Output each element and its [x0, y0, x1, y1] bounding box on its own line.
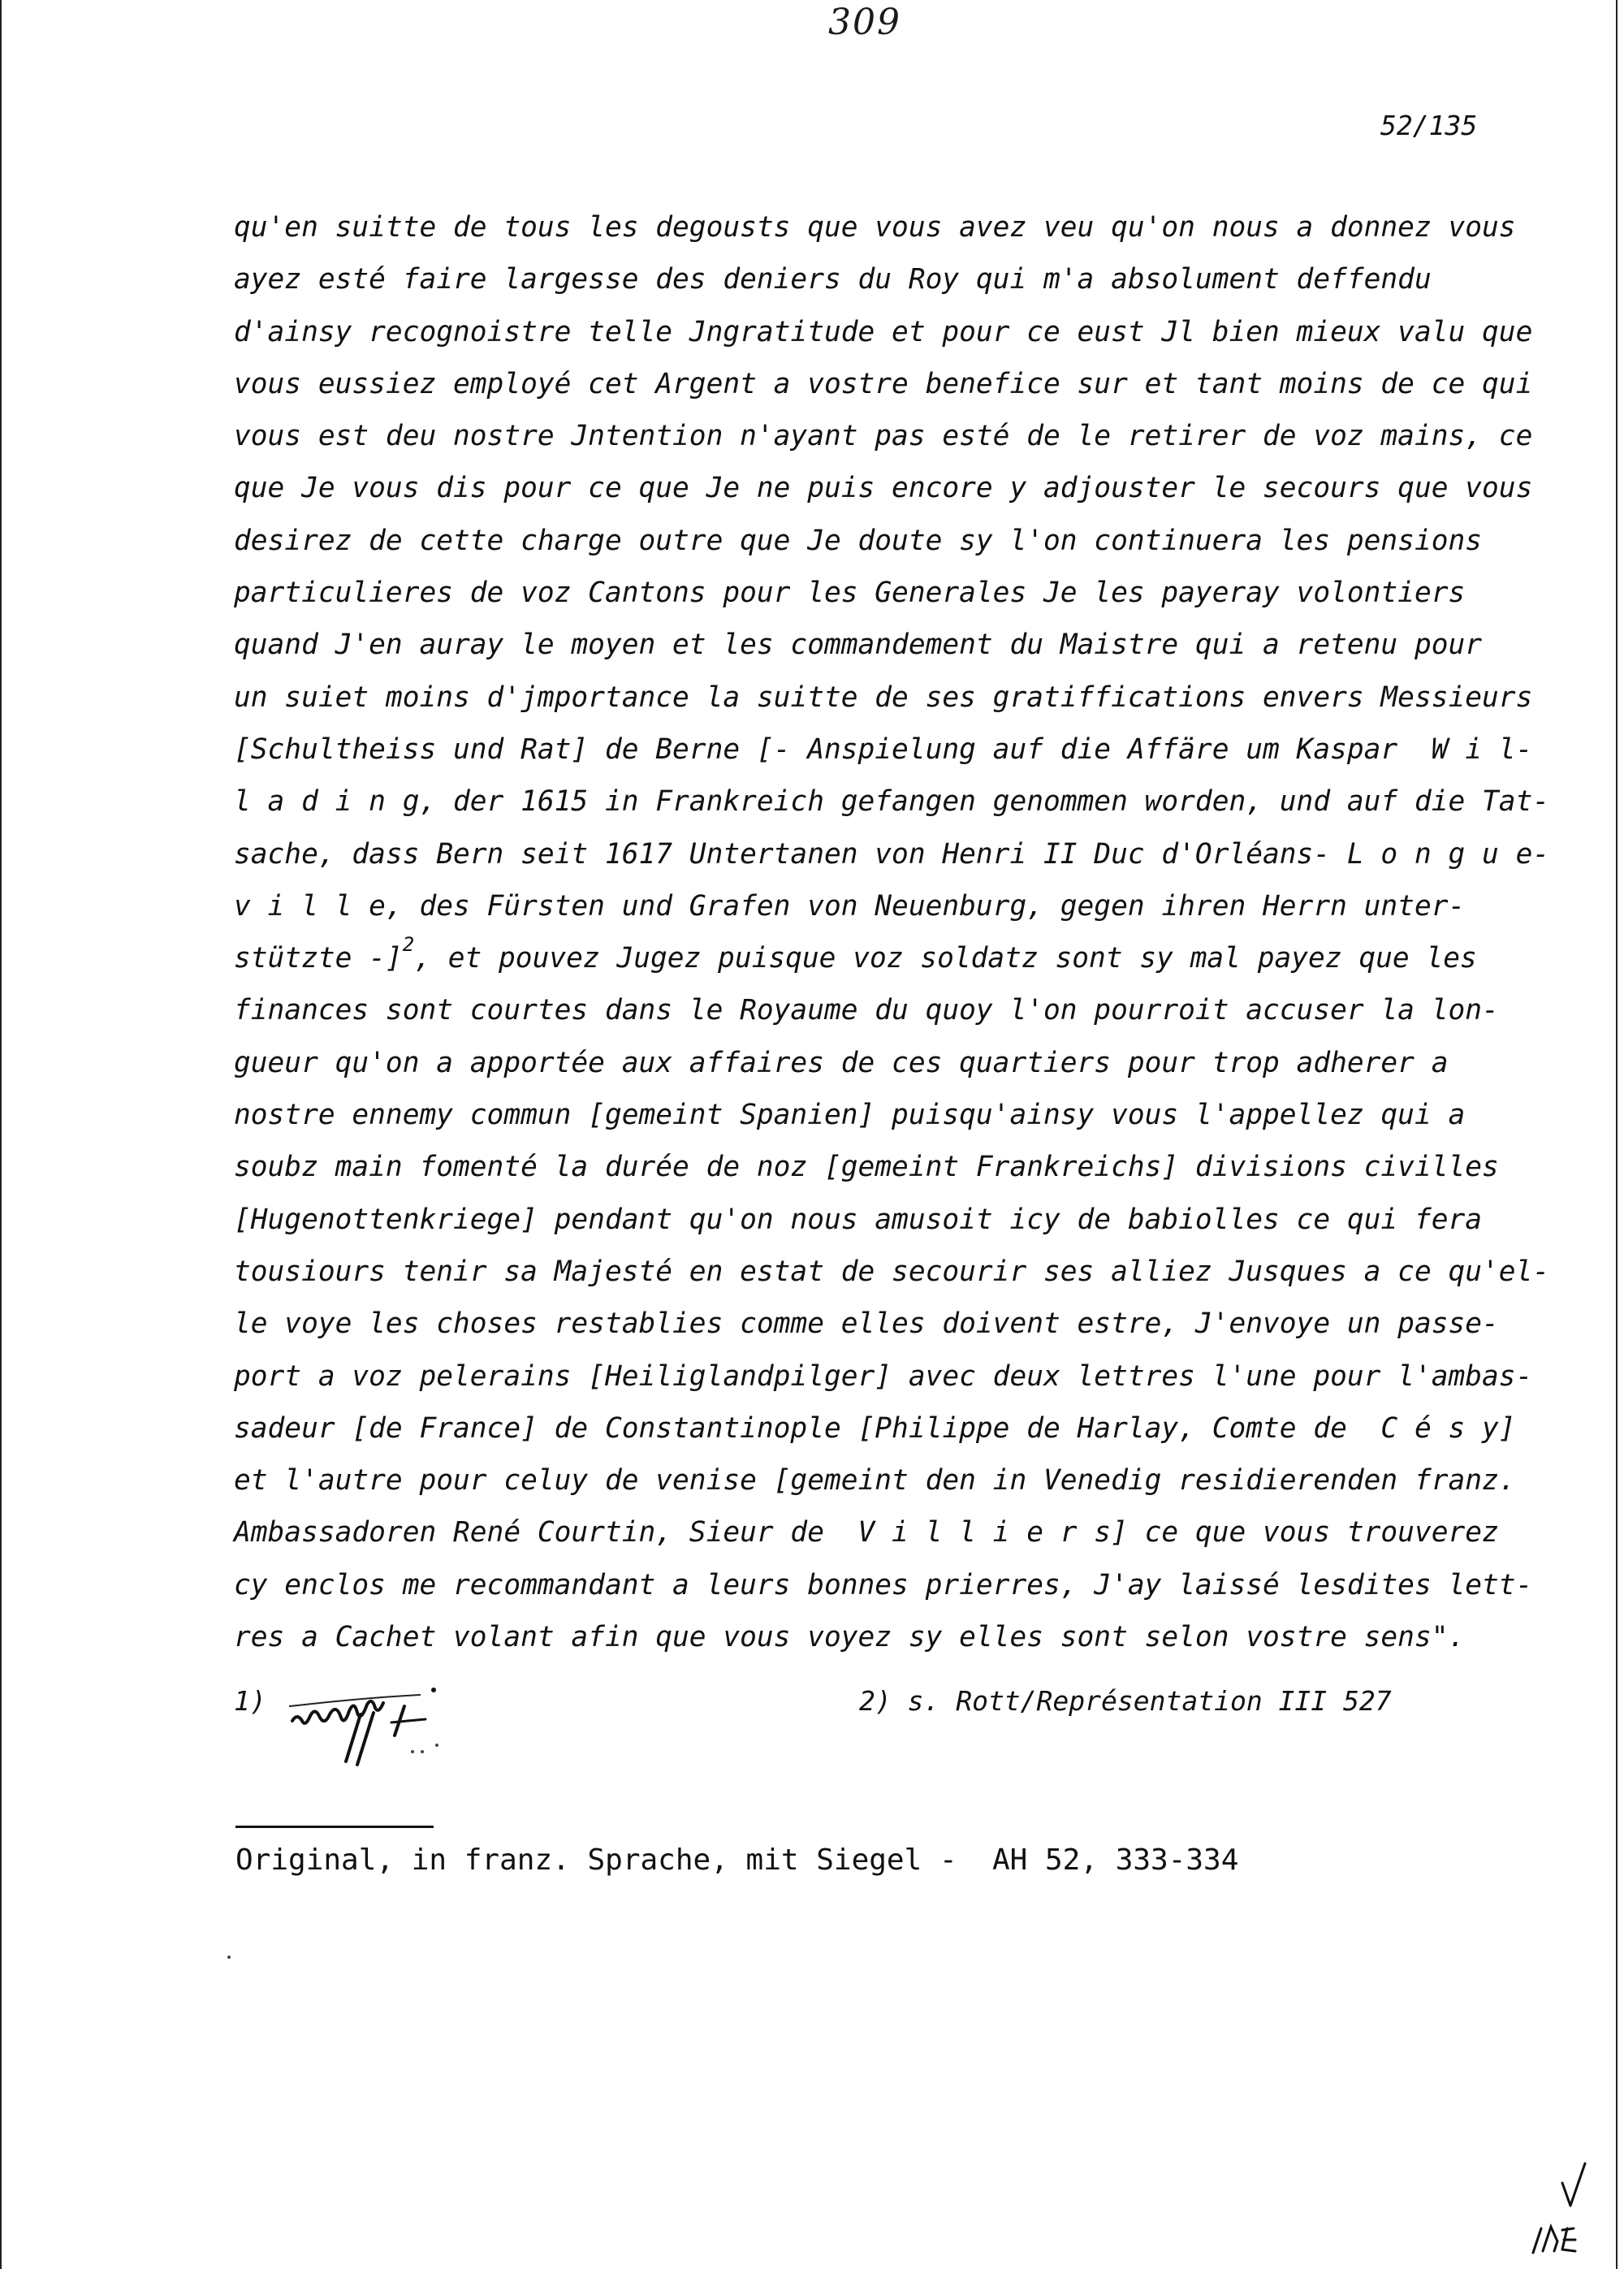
body-line: desirez de cette charge outre que Je doute sy l'on continuera les pensions [234, 524, 1483, 557]
body-line: gueur qu'on a apportée aux affaires de ces quartiers pour trop adherer a [234, 1046, 1449, 1079]
body-line: que Je vous dis pour ce que Je ne puis encore y adjouster le secours que vous [234, 472, 1533, 505]
body-line: res a Cachet volant afin que vous voyez sy elles sont selon vostre sens". [234, 1621, 1466, 1654]
handwritten-signature [283, 1674, 477, 1771]
body-line-segment: , et pouvez Jugez puisque voz soldatz sont sy mal payez que les [414, 942, 1477, 975]
body-line: [Schultheiss und Rat] de Berne [- Anspielung auf die Affäre um Kaspar W i l- [234, 733, 1533, 766]
body-line: l a d i n g, der 1615 in Frankreich gefangen genommen worden, und auf die Tat- [234, 785, 1550, 819]
footnote-2: 2) s. Rott/Représentation III 527 [859, 1685, 1392, 1717]
body-line: Ambassadoren René Courtin, Sieur de V i l l i e r s] ce que vous trouverez [234, 1516, 1499, 1549]
scan-speck [227, 1956, 231, 1959]
body-line: sadeur [de France] de Constantinople [Philippe de Harlay, Comte de C é s y] [234, 1411, 1516, 1445]
footnotes [234, 1685, 1517, 1750]
body-line: vous est deu nostre Jntention n'ayant pas esté de le retirer de voz mains, ce [234, 420, 1533, 453]
body-line: vous eussiez employé cet Argent a vostre benefice sur et tant moins de ce qui [234, 367, 1533, 400]
folio-number: 309 [828, 2, 901, 43]
footnote-divider [235, 1826, 434, 1828]
page-edge-left [0, 0, 2, 2269]
handwritten-check-mark [1527, 2160, 1592, 2258]
footnote-reference-2: 2 [402, 932, 415, 956]
source-citation: Original, in franz. Sprache, mit Siegel - AH 52, 333-334 [235, 1843, 1239, 1877]
body-line: et l'autre pour celuy de venise [gemeint den in Venedig residierenden franz. [234, 1464, 1516, 1498]
body-line: [Hugenottenkriege] pendant qu'on nous amusoit icy de babiolles ce qui fera [234, 1203, 1483, 1236]
body-line: tousiours tenir sa Majesté en estat de secourir ses alliez Jusques a ce qu'el- [234, 1255, 1550, 1288]
body-line: sache, dass Bern seit 1617 Untertanen von Henri II Duc d'Orléans- L o n g u e- [234, 837, 1550, 871]
body-line: qu'en suitte de tous les degousts que vous avez veu qu'on nous a donnez vous [234, 211, 1516, 244]
body-line: soubz main fomenté la durée de noz [gemeint Frankreichs] divisions civilles [234, 1151, 1499, 1184]
body-line: cy enclos me recommandant a leurs bonnes prierres, J'ay laissé lesdites lett- [234, 1568, 1533, 1601]
body-line: particulieres de voz Cantons pour les Generales Je les payeray volontiers [234, 577, 1466, 610]
body-line-with-footnote-ref [234, 932, 1517, 984]
body-line: quand J'en auray le moyen et les commandement du Maistre qui a retenu pour [234, 629, 1483, 662]
footnote-1-marker: 1) [234, 1685, 266, 1717]
body-line: un suiet moins d'jmportance la suitte de ses gratiffications envers Messieurs [234, 681, 1533, 714]
body-line: v i l l e, des Fürsten und Grafen von Neuenburg, gegen ihren Herrn unter- [234, 889, 1466, 923]
body-line: ayez esté faire largesse des deniers du Roy qui m'a absolument deffendu [234, 263, 1432, 296]
body-line: finances sont courtes dans le Royaume du quoy l'on pourroit accuser la lon- [234, 994, 1499, 1027]
document-body [234, 201, 1550, 1663]
page-edge-right [1616, 0, 1618, 2269]
body-line: port a voz pelerains [Heiliglandpilger] avec deux lettres l'une pour l'ambas- [234, 1359, 1533, 1393]
body-line: nostre ennemy commun [gemeint Spanien] puisqu'ainsy vous l'appellez qui a [234, 1099, 1466, 1132]
page-reference: 52/135 [1380, 110, 1478, 141]
body-line: d'ainsy recognoistre telle Jngratitude et pour ce eust Jl bien mieux valu que [234, 315, 1533, 348]
body-line: le voye les choses restablies comme elles doivent estre, J'envoye un passe- [234, 1307, 1499, 1341]
body-line-segment: stützte -] [234, 942, 403, 975]
